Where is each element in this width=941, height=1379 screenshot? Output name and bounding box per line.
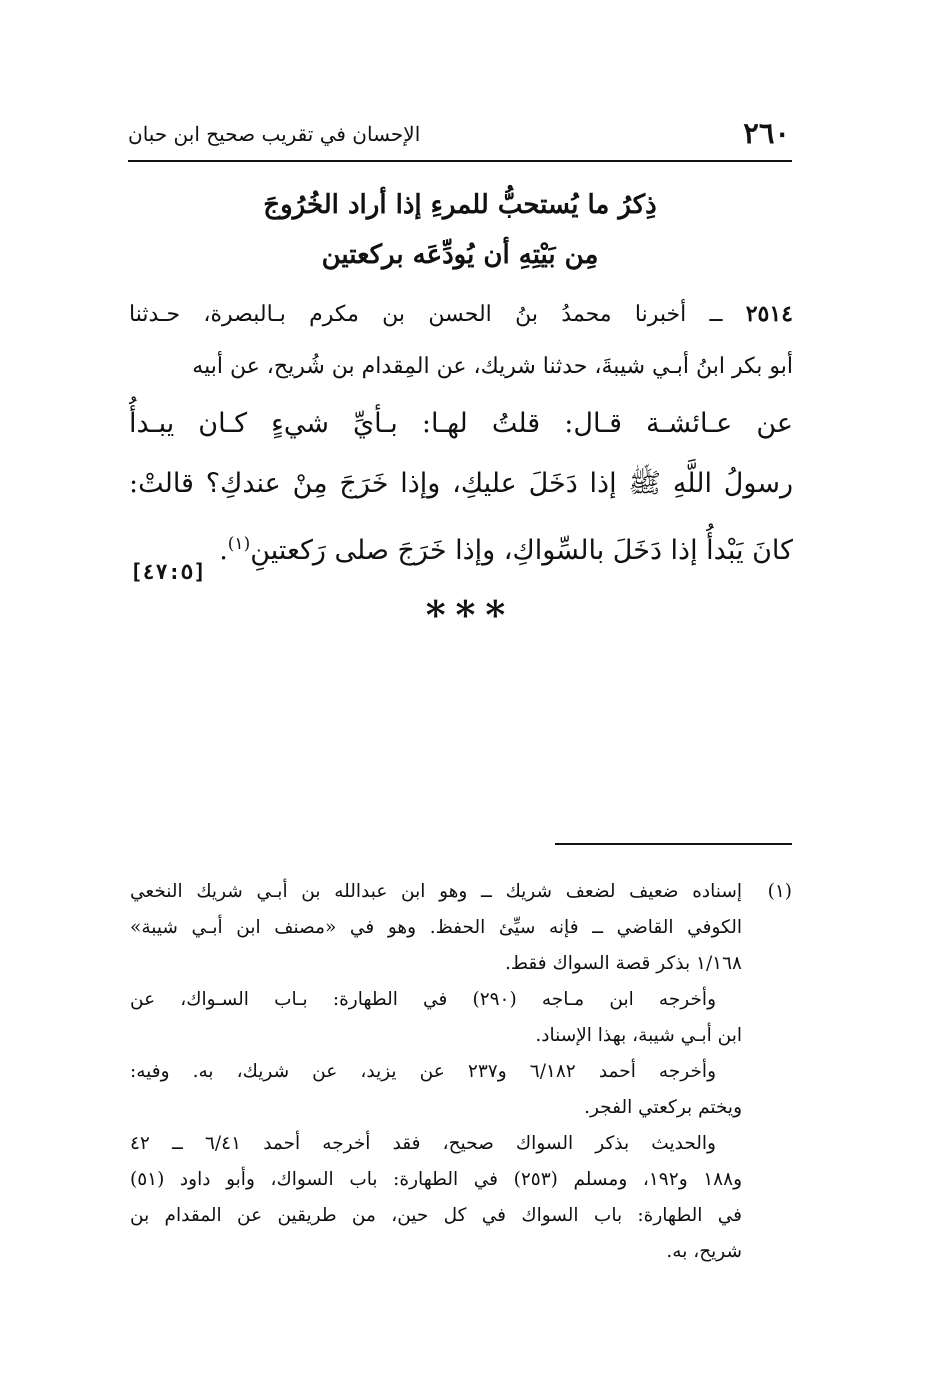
running-title: الإحسان في تقريب صحيح ابن حبان (128, 122, 421, 146)
footnote-line: ويختم بركعتي الفجر. (584, 1097, 742, 1118)
matn-line-1: عن عـائشـة قـال: قلتُ لهـا: بـأيِّ شيءٍ كـان يبـدأُ (129, 408, 793, 439)
isnad-line-1 (129, 288, 793, 341)
footnote-marker: (١) (767, 881, 792, 902)
matn-line-3-end: . (219, 535, 228, 566)
footnote-reference: (١) (227, 534, 251, 554)
footnote-line: ١/١٦٨ بذكر قصة السواك فقط. (504, 953, 742, 974)
footnote-line: وأخرجه ابن مـاجه (٢٩٠) في الطهارة: بـاب السـواك، عن (130, 989, 717, 1010)
chapter-title-line-1: ذِكرُ ما يُستحبُّ للمرءِ إذا أراد الخُرُوجَ (263, 190, 657, 220)
footnote-line: ابن أبـي شيبة، بهذا الإسناد. (535, 1025, 742, 1046)
matn-line-3-text: كانَ يَبْدأُ إذا دَخَلَ بالسِّواكِ، وإذا خَرَجَ صلى رَكعتينِ (250, 535, 793, 566)
hadith-matn (129, 394, 793, 581)
matn-line-2: رسولُ اللَّهِ ﷺ إذا دَخَلَ عليكِ، وإذا خَرَجَ مِنْ عندكِ؟ قالتْ: (129, 468, 793, 499)
isnad-line-1-text: ــ أخبرنا محمدُ بنُ الحسن بن مكرم بـالبصرة، حـدثنا (129, 302, 746, 327)
hadith-isnad (129, 288, 793, 393)
hadith-number: ٢٥١٤ (745, 301, 793, 327)
footnote-line: إسناده ضعيف لضعف شريك ــ وهو ابن عبدالله بن أبـي شريك النخعي (130, 881, 742, 902)
footnote-line: شريح، به. (666, 1241, 742, 1262)
footnote-body (130, 874, 742, 1270)
footnotes (130, 874, 792, 1270)
isnad-line-2: أبو بكر ابنُ أبـي شيبةَ، حدثنا شريك، عن المِقدام بن شُريح، عن أبيه (192, 354, 793, 379)
footnote-line: و١٨٨ و١٩٢، ومسلم (٢٥٣) في الطهارة: باب السواك، وأبو داود (٥١) (130, 1169, 742, 1190)
page-number: ٢٦٠ (743, 116, 790, 150)
footnote-line: الكوفي القاضي ــ فإنه سيِّئ الحفظ. وهو في «مصنف ابن أبـي شيبة» (130, 917, 742, 938)
page-header (128, 112, 790, 156)
header-divider (128, 160, 792, 162)
chapter-title (128, 180, 792, 280)
footnote-divider (555, 843, 792, 845)
chapter-title-line-2: مِن بَيْتِهِ أن يُودِّعَه بركعتين (321, 240, 599, 270)
matn-line-3 (129, 514, 793, 581)
footnote-line: وأخرجه أحمد ٦/١٨٢ و٢٣٧ عن يزيد، عن شريك، به. وفيه: (130, 1061, 716, 1082)
footnote-1 (130, 874, 792, 1270)
section-separator: *** (425, 592, 516, 637)
footnote-line: في الطهارة: باب السواك في كل حين، من طريقين عن المقدام بن (130, 1205, 742, 1226)
source-reference: [٤٧:٥] (130, 560, 206, 584)
footnote-line: والحديث بذكر السواك صحيح، فقد أخرجه أحمد ٦/٤١ ــ ٤٢ (130, 1133, 716, 1154)
